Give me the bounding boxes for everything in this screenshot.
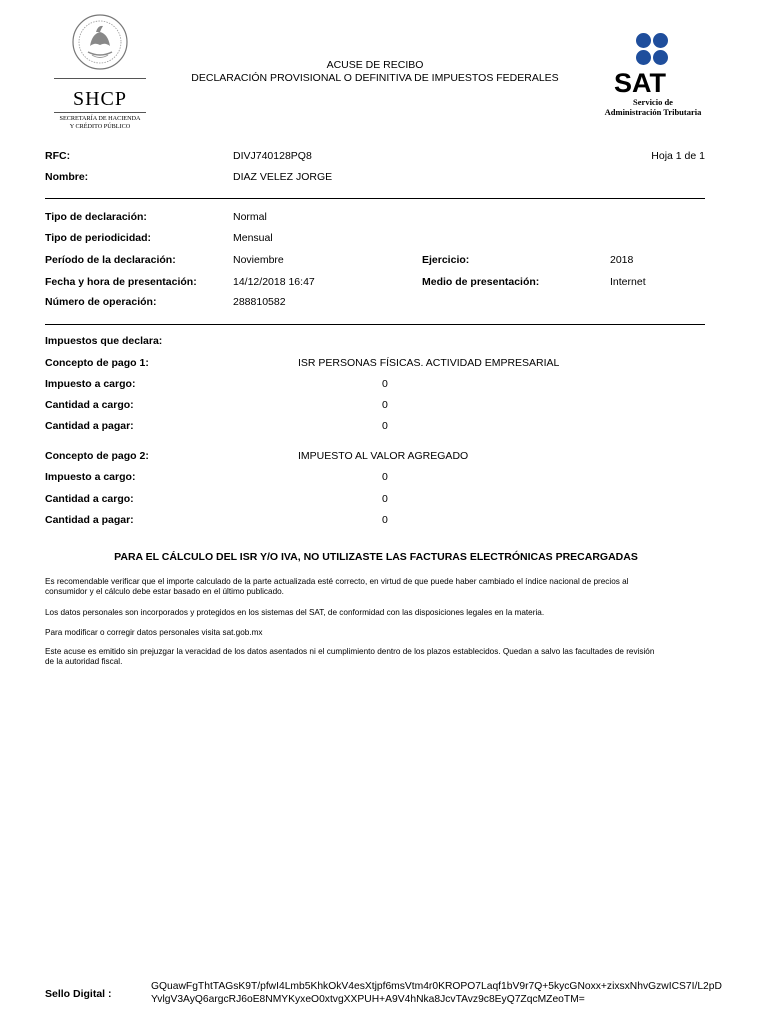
declaration-type-label: Tipo de declaración: (45, 211, 147, 223)
digital-seal-line-1: GQuawFgThtTAGsK9T/pfwI4Lmb5KhkOkV4esXtjpf6msVtm4r0KROPO7Laqf1bV9r7Q+5kycGNoxx+zixsxNhvGzwICS7I/L2pD (151, 981, 722, 992)
shcp-subtitle-line-2: Y CRÉDITO PÚBLICO (69, 122, 131, 130)
sat-subtitle-line-1: Servicio de (633, 97, 673, 107)
name-value: DIAZ VELEZ JORGE (233, 171, 333, 183)
sat-wordmark: SAT (614, 68, 666, 98)
concept-1-amount-due-value: 0 (382, 399, 388, 411)
paragraph-line: Es recomendable verificar que el importe calculado de la parte actualizada esté correcto, en virtud de que puede haber cambiado el índice nacional de precios al (45, 577, 629, 586)
title-line-1: ACUSE DE RECIBO (326, 59, 424, 71)
divider (45, 198, 705, 199)
page-counter: Hoja 1 de 1 (651, 150, 705, 162)
sat-dot-icon (653, 50, 668, 65)
divider (45, 324, 705, 325)
national-coat-of-arms-icon (70, 12, 130, 74)
sat-logo (596, 30, 710, 125)
concept-2-amount-pay-value: 0 (382, 514, 388, 526)
concept-1-value: ISR PERSONAS FÍSICAS. ACTIVIDAD EMPRESARIAL (298, 357, 560, 369)
digital-seal-label: Sello Digital : (45, 988, 112, 1000)
periodicity-label: Tipo de periodicidad: (45, 232, 151, 244)
digital-seal-line-2: YvlgV3AyQ6argcRJ6oE8NMYKyxeO0xtvgXXPUH+A9V4hNka8JcvTAvz9c8EyQ7ZqcMZeoTM= (151, 994, 585, 1005)
operation-number-value: 288810582 (233, 296, 286, 308)
concept-1-tax-due-label: Impuesto a cargo: (45, 378, 136, 390)
rfc-label: RFC: (45, 150, 71, 162)
document-title (170, 59, 580, 85)
operation-number-label: Número de operación: (45, 296, 157, 308)
paragraph-line: consumidor y el cálculo debe estar basado en el último publicado. (45, 587, 284, 596)
concept-2-amount-due-value: 0 (382, 493, 388, 505)
sat-dot-icon (636, 50, 651, 65)
precharged-invoices-notice: PARA EL CÁLCULO DEL ISR Y/O IVA, NO UTILIZASTE LAS FACTURAS ELECTRÓNICAS PRECARGADAS (114, 551, 638, 563)
concept-2-value: IMPUESTO AL VALOR AGREGADO (298, 450, 469, 462)
concept-2-tax-due-value: 0 (382, 471, 388, 483)
shcp-subtitle (50, 115, 150, 130)
presentation-datetime-value: 14/12/2018 16:47 (233, 276, 315, 288)
rfc-value: DIVJ740128PQ8 (233, 150, 312, 162)
concept-1-amount-pay-value: 0 (382, 420, 388, 432)
personal-data-paragraph: Los datos personales son incorporados y protegidos en los sistemas del SAT, de conformidad con las disposiciones legales en la materia. (45, 608, 545, 617)
exercise-value: 2018 (610, 254, 634, 266)
sat-dot-icon (653, 33, 668, 48)
concept-1-amount-pay-label: Cantidad a pagar: (45, 420, 134, 432)
shcp-wordmark: SHCP (72, 88, 128, 110)
presentation-medium-label: Medio de presentación: (422, 276, 540, 288)
disclaimer-paragraph (45, 647, 707, 667)
sat-dot-icon (636, 33, 651, 48)
modify-data-paragraph: Para modificar o corregir datos personales visita sat.gob.mx (45, 628, 263, 637)
declaration-type-value: Normal (233, 211, 267, 223)
concept-2-amount-due-label: Cantidad a cargo: (45, 493, 134, 505)
shcp-logo (50, 12, 150, 138)
concept-2-label: Concepto de pago 2: (45, 450, 149, 462)
digital-seal-value (151, 980, 722, 1006)
paragraph-line: Este acuse es emitido sin prejuzgar la veracidad de los datos asentados ni el cumplimiento dentro de los plazos establecidos. Quedan a salvo las facultades de revisión (45, 647, 655, 656)
sat-subtitle-line-2: Administración Tributaria (604, 107, 702, 117)
name-label: Nombre: (45, 171, 89, 183)
title-line-2: DECLARACIÓN PROVISIONAL O DEFINITIVA DE IMPUESTOS FEDERALES (191, 72, 559, 84)
period-value: Noviembre (233, 254, 284, 266)
period-label: Período de la declaración: (45, 254, 176, 266)
concept-2-tax-due-label: Impuesto a cargo: (45, 471, 136, 483)
periodicity-value: Mensual (233, 232, 273, 244)
concept-1-amount-due-label: Cantidad a cargo: (45, 399, 134, 411)
shcp-subtitle-line-1: SECRETARÍA DE HACIENDA (59, 115, 141, 122)
sat-subtitle (596, 97, 710, 117)
exercise-label: Ejercicio: (422, 254, 470, 266)
index-verification-paragraph (45, 577, 707, 597)
paragraph-line: de la autoridad fiscal. (45, 657, 123, 666)
concept-1-label: Concepto de pago 1: (45, 357, 149, 369)
taxes-heading: Impuestos que declara: (45, 335, 163, 347)
presentation-datetime-label: Fecha y hora de presentación: (45, 276, 197, 288)
concept-2-amount-pay-label: Cantidad a pagar: (45, 514, 134, 526)
presentation-medium-value: Internet (610, 276, 646, 288)
concept-1-tax-due-value: 0 (382, 378, 388, 390)
